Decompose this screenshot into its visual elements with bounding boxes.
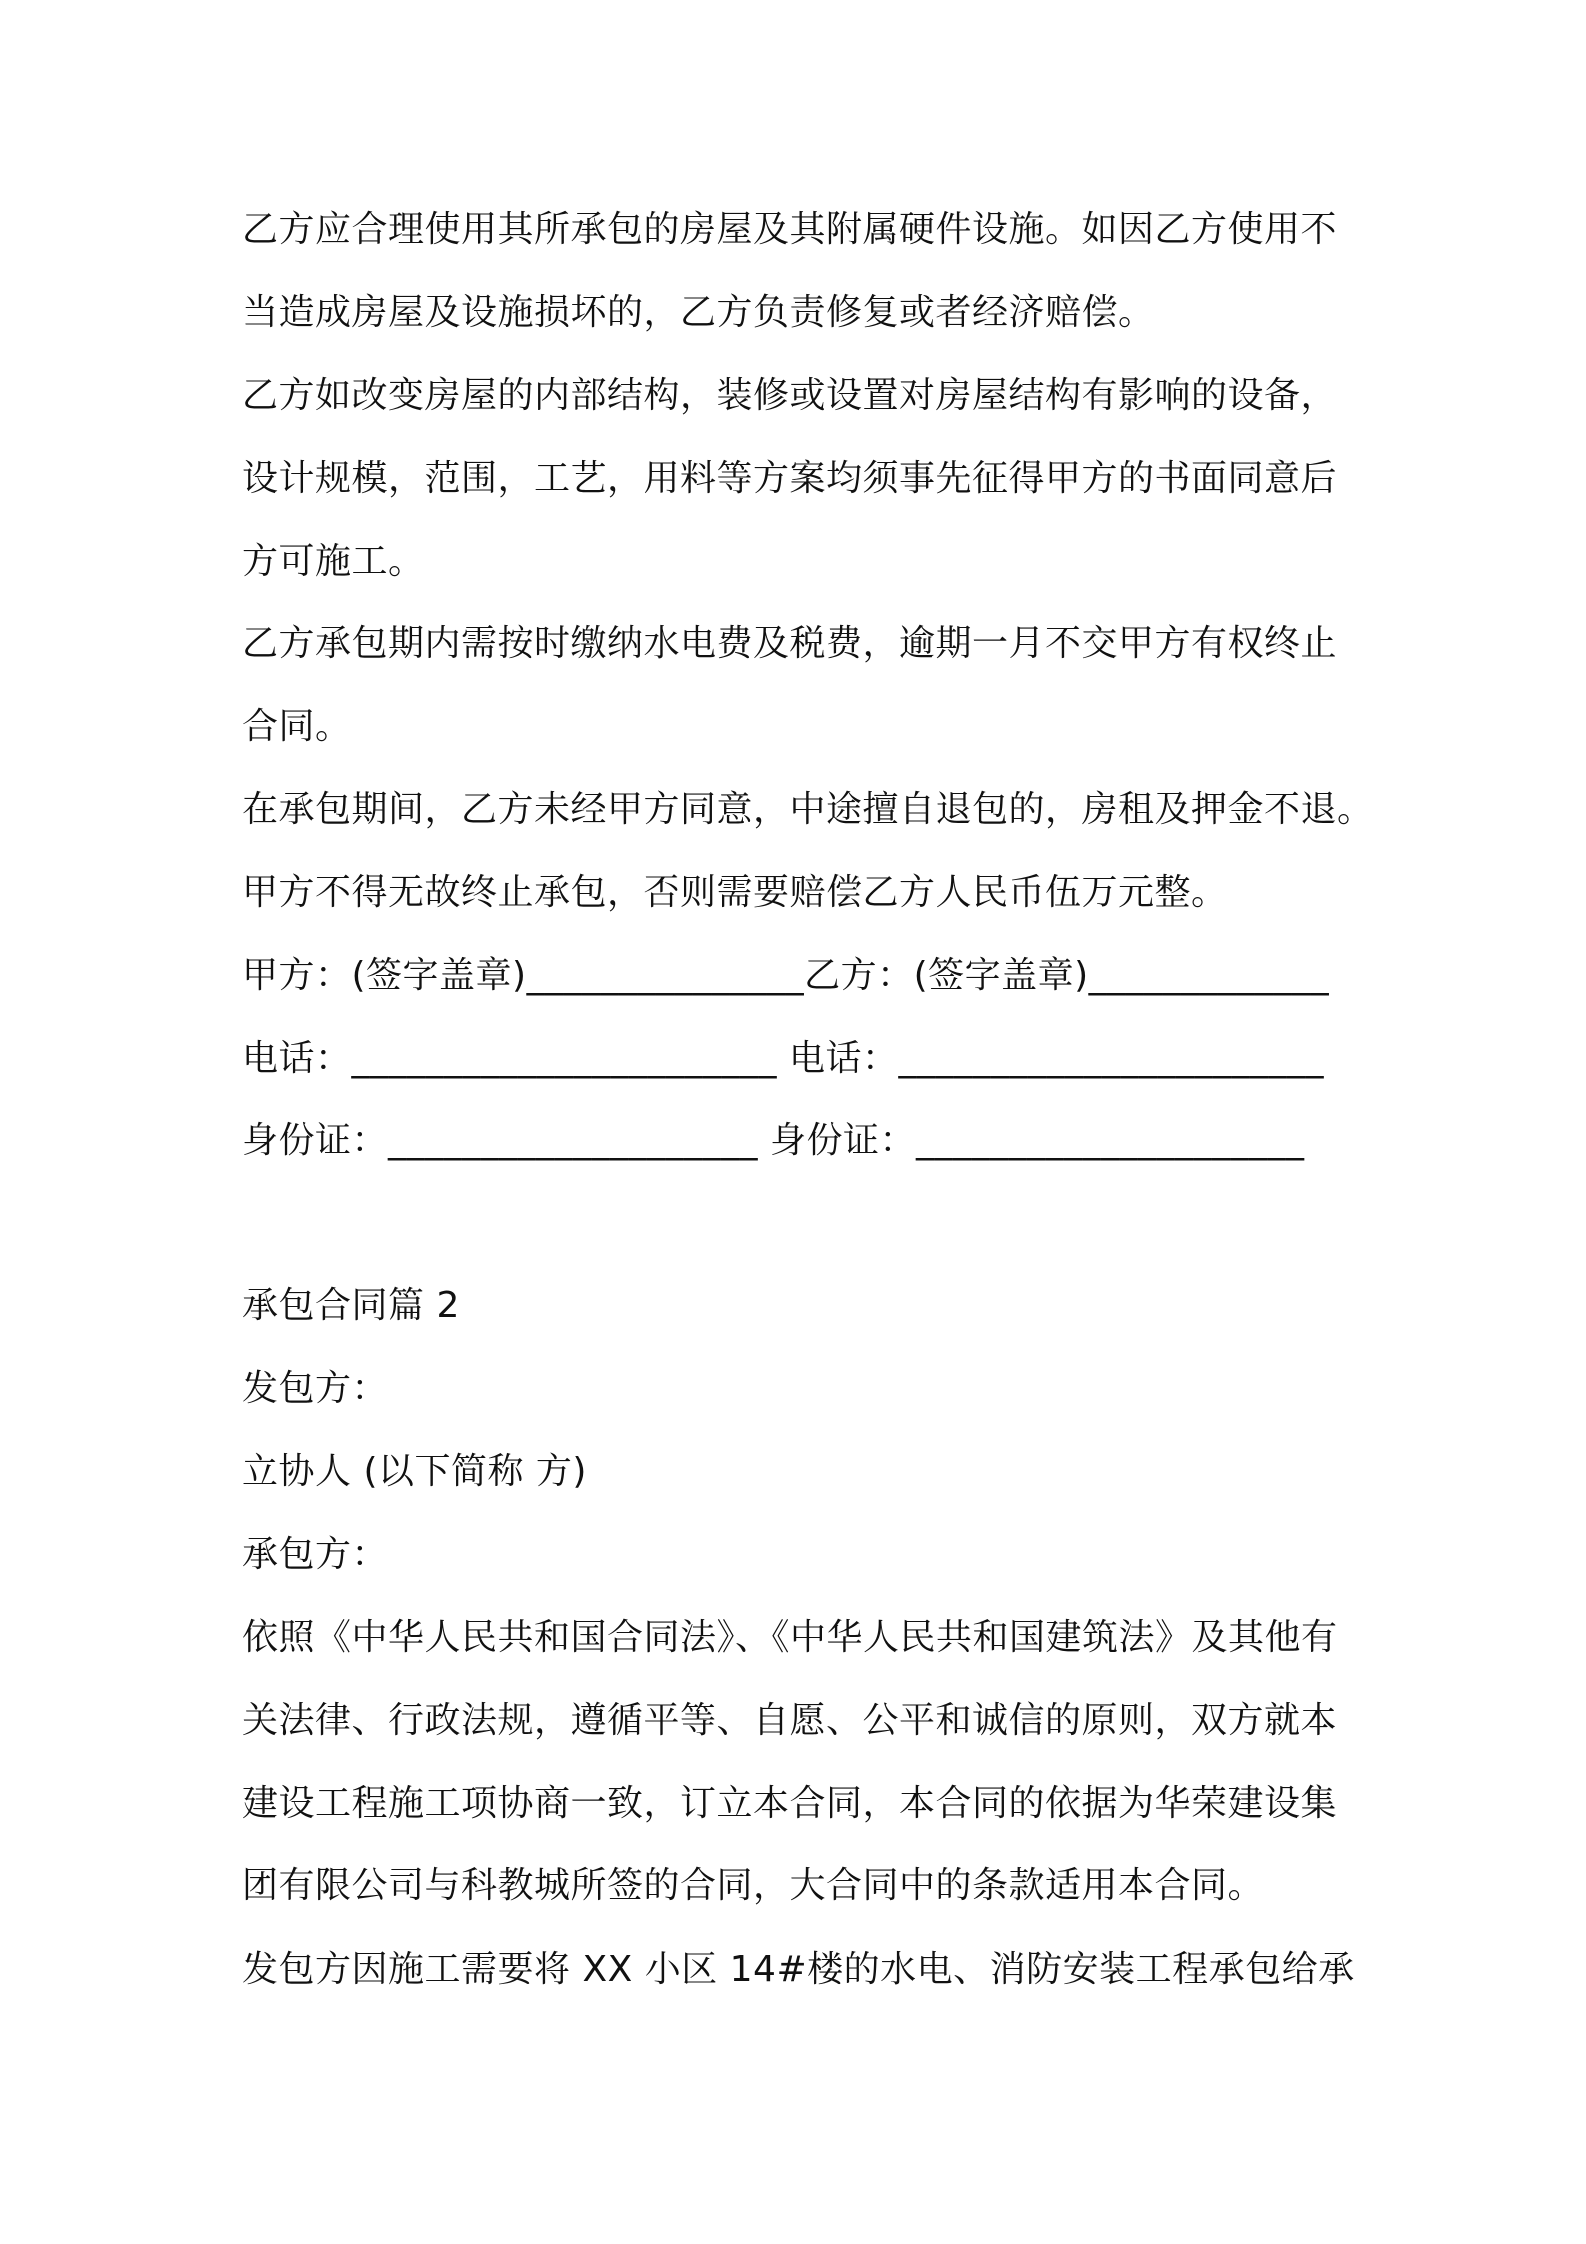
paragraph-line: 承包方： bbox=[242, 1534, 389, 1575]
paragraph-line: 方可施工。 bbox=[242, 541, 425, 582]
signature-line-phone: 电话：_______________________ 电话：_______________________ bbox=[242, 1038, 1324, 1079]
paragraph-line: 乙方应合理使用其所承包的房屋及其附属硬件设施。如因乙方使用不 bbox=[242, 209, 1338, 250]
paragraph-line: 乙方承包期内需按时缴纳水电费及税费，逾期一月不交甲方有权终止 bbox=[242, 623, 1338, 664]
paragraph-line: 设计规模，范围，工艺，用料等方案均须事先征得甲方的书面同意后 bbox=[242, 458, 1338, 499]
paragraph-line: 发包方因施工需要将 XX 小区 14#楼的水电、消防安装工程承包给承 bbox=[242, 1949, 1355, 1990]
paragraph-line: 合同。 bbox=[242, 706, 352, 747]
paragraph-line: 发包方： bbox=[242, 1368, 389, 1409]
signature-line-id: 身份证：____________________ 身份证：_____________________ bbox=[242, 1120, 1305, 1161]
paragraph-line: 关法律、行政法规，遵循平等、自愿、公平和诚信的原则，双方就本 bbox=[242, 1700, 1338, 1741]
paragraph-line: 当造成房屋及设施损坏的，乙方负责修复或者经济赔偿。 bbox=[242, 292, 1155, 333]
section-heading: 承包合同篇 2 bbox=[242, 1285, 460, 1326]
paragraph-line: 乙方如改变房屋的内部结构，装修或设置对房屋结构有影响的设备， bbox=[242, 375, 1338, 416]
paragraph-line: 立协人 (以下简称 方) bbox=[242, 1451, 587, 1492]
signature-line-party-a-b: 甲方：(签字盖章)_______________乙方：(签字盖章)_____________ bbox=[242, 955, 1330, 996]
paragraph-line: 甲方不得无故终止承包，否则需要赔偿乙方人民币伍万元整。 bbox=[242, 872, 1228, 913]
paragraph-line: 建设工程施工项协商一致，订立本合同，本合同的依据为华荣建设集 bbox=[242, 1783, 1338, 1824]
paragraph-line: 团有限公司与科教城所签的合同，大合同中的条款适用本合同。 bbox=[242, 1865, 1265, 1906]
paragraph-line: 依照《中华人民共和国合同法》、《中华人民共和国建筑法》及其他有 bbox=[242, 1617, 1338, 1658]
paragraph-line: 在承包期间，乙方未经甲方同意，中途擅自退包的，房租及押金不退。 bbox=[242, 789, 1374, 830]
